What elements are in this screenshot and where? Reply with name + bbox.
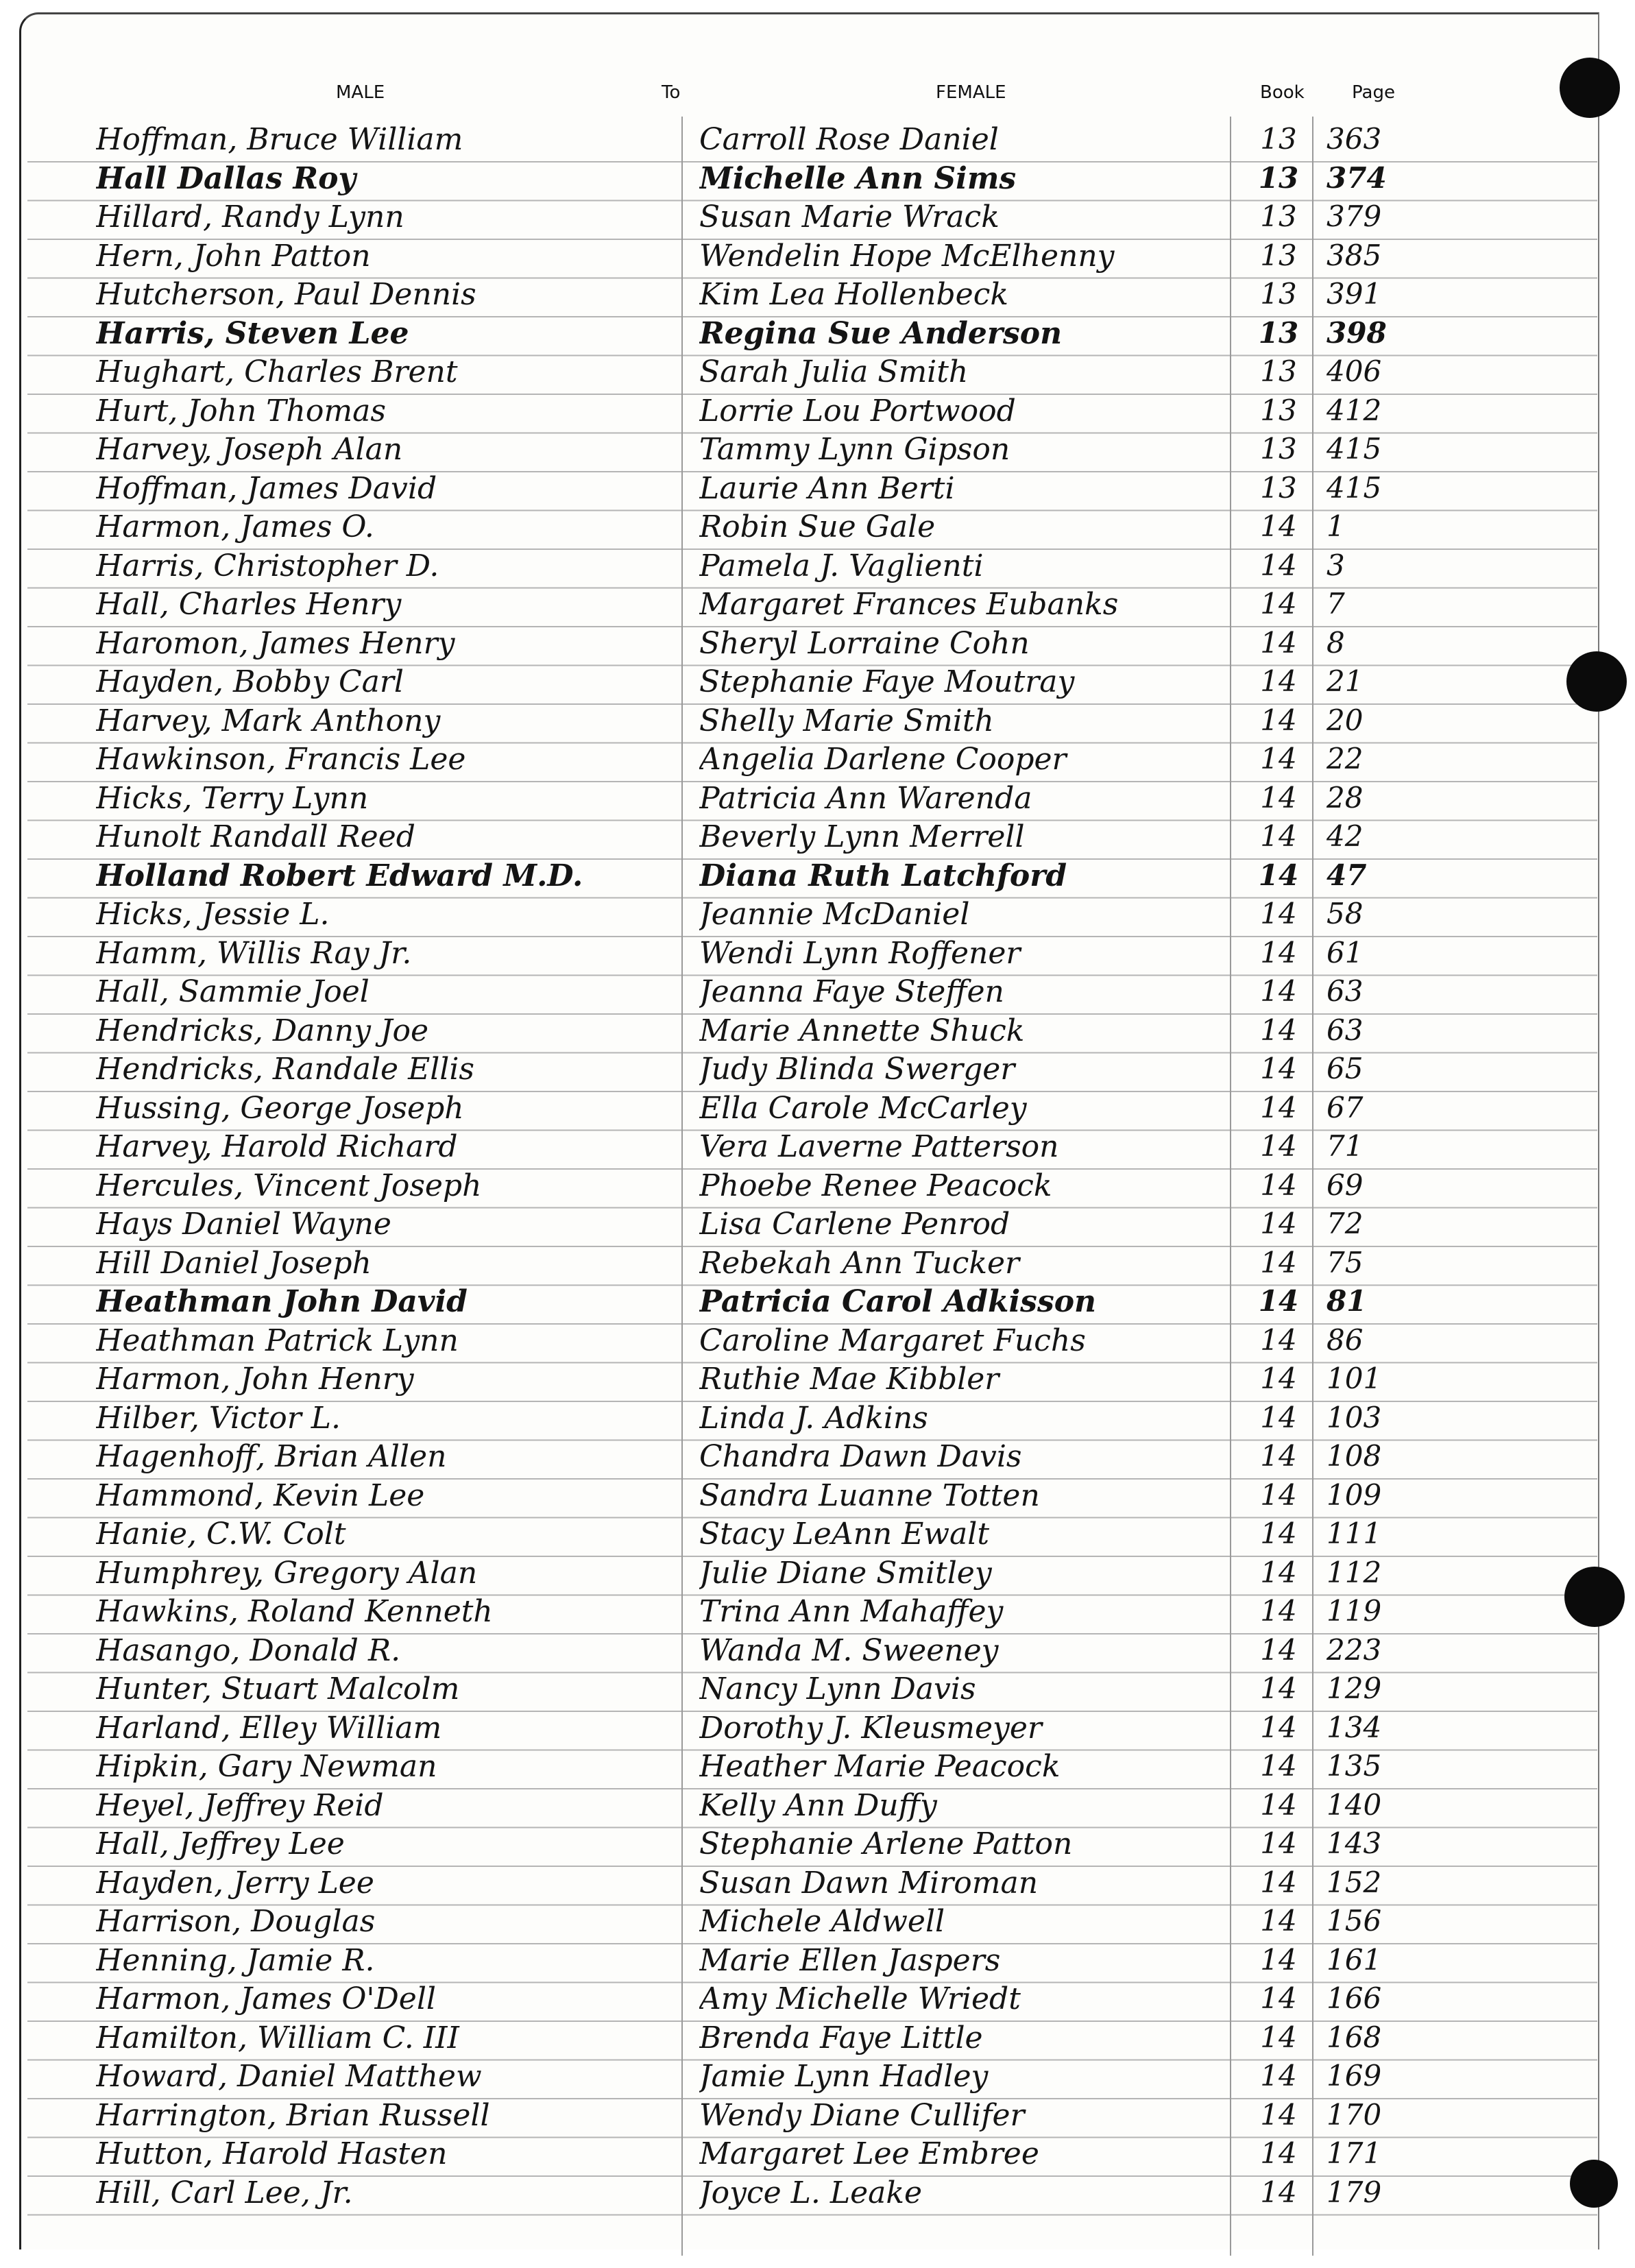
book-number: 14 bbox=[1260, 2136, 1297, 2170]
book-number: 13 bbox=[1260, 470, 1297, 505]
male-name: Hendricks, Danny Joe bbox=[96, 1013, 429, 1048]
table-row bbox=[0, 1401, 1635, 1439]
table-row bbox=[0, 1478, 1635, 1517]
header-page: Page bbox=[1352, 82, 1395, 103]
page-number: 143 bbox=[1327, 1826, 1382, 1860]
page-number: 179 bbox=[1327, 2175, 1382, 2209]
male-name: Hipkin, Gary Newman bbox=[96, 1749, 437, 1784]
table-row bbox=[0, 2098, 1635, 2136]
male-name: Hall, Jeffrey Lee bbox=[96, 1826, 345, 1861]
male-name: Hall, Sammie Joel bbox=[96, 974, 370, 1009]
female-name: Wendi Lynn Roffener bbox=[699, 935, 1021, 971]
table-row bbox=[0, 781, 1635, 819]
male-name: Hayden, Bobby Carl bbox=[96, 664, 404, 699]
male-name: Heyel, Jeffrey Reid bbox=[96, 1787, 384, 1823]
male-name: Harris, Steven Lee bbox=[96, 315, 409, 351]
female-name: Marie Annette Shuck bbox=[699, 1013, 1025, 1048]
page-number: 108 bbox=[1327, 1439, 1382, 1473]
female-name: Vera Laverne Patterson bbox=[699, 1129, 1059, 1164]
page-number: 412 bbox=[1327, 393, 1382, 427]
female-name: Beverly Lynn Merrell bbox=[699, 819, 1025, 854]
binder-hole-middle bbox=[1566, 651, 1627, 712]
table-row bbox=[0, 394, 1635, 432]
table-row bbox=[0, 1556, 1635, 1594]
book-number: 13 bbox=[1260, 393, 1297, 427]
female-name: Wendy Diane Cullifer bbox=[699, 2097, 1025, 2133]
male-name: Hutcherson, Paul Dennis bbox=[96, 277, 476, 312]
female-name: Brenda Faye Little bbox=[699, 2020, 983, 2055]
table-row bbox=[0, 1788, 1635, 1826]
book-number: 13 bbox=[1260, 122, 1297, 156]
male-name: Hayden, Jerry Lee bbox=[96, 1865, 374, 1901]
book-number: 14 bbox=[1260, 1826, 1297, 1860]
male-name: Hurt, John Thomas bbox=[96, 393, 386, 429]
female-name: Regina Sue Anderson bbox=[699, 315, 1063, 351]
male-name: Harmon, James O. bbox=[96, 509, 374, 544]
table-row bbox=[0, 1904, 1635, 1942]
book-number: 14 bbox=[1260, 2059, 1297, 2092]
male-name: Harland, Elley William bbox=[96, 1710, 442, 1746]
female-name: Julie Diane Smitley bbox=[699, 1555, 992, 1591]
male-name: Hilber, Victor L. bbox=[96, 1400, 341, 1436]
book-number: 14 bbox=[1260, 548, 1297, 582]
page-number: 385 bbox=[1327, 238, 1382, 272]
book-number: 14 bbox=[1260, 1787, 1297, 1822]
page-number: 75 bbox=[1327, 1245, 1364, 1279]
male-name: Holland Robert Edward M.D. bbox=[96, 858, 583, 893]
female-name: Marie Ellen Jaspers bbox=[699, 1942, 1001, 1978]
page-number: 156 bbox=[1327, 1904, 1382, 1938]
page-number: 111 bbox=[1327, 1517, 1382, 1550]
page-number: 406 bbox=[1327, 354, 1382, 388]
table-row bbox=[0, 1052, 1635, 1090]
book-number: 14 bbox=[1260, 1323, 1297, 1357]
table-row bbox=[0, 1129, 1635, 1168]
page-number: 72 bbox=[1327, 1207, 1364, 1240]
female-name: Ella Carole McCarley bbox=[699, 1090, 1027, 1126]
male-name: Hussing, George Joseph bbox=[96, 1090, 464, 1126]
male-name: Hicks, Terry Lynn bbox=[96, 780, 369, 816]
page-number: 161 bbox=[1327, 1942, 1382, 1977]
table-row bbox=[0, 1439, 1635, 1477]
book-number: 14 bbox=[1260, 1400, 1297, 1434]
female-name: Caroline Margaret Fuchs bbox=[699, 1323, 1086, 1358]
page-number: 22 bbox=[1327, 742, 1364, 775]
book-number: 14 bbox=[1260, 1207, 1297, 1240]
header-male: MALE bbox=[336, 82, 385, 103]
page-number: 63 bbox=[1327, 974, 1364, 1008]
male-name: Henning, Jamie R. bbox=[96, 1942, 375, 1978]
male-name: Harmon, James O'Dell bbox=[96, 1981, 436, 2016]
male-name: Hammond, Kevin Lee bbox=[96, 1477, 425, 1513]
book-number: 13 bbox=[1260, 277, 1297, 311]
female-name: Susan Marie Wrack bbox=[699, 200, 1000, 234]
table-row bbox=[0, 200, 1635, 238]
male-name: Hasango, Donald R. bbox=[96, 1632, 401, 1668]
page-number: 103 bbox=[1327, 1400, 1382, 1434]
page-number: 223 bbox=[1327, 1632, 1382, 1667]
book-number: 14 bbox=[1258, 1284, 1299, 1318]
male-name: Hoffman, Bruce William bbox=[96, 122, 463, 157]
page-number: 398 bbox=[1327, 315, 1387, 350]
female-name: Michele Aldwell bbox=[699, 1904, 945, 1939]
table-row bbox=[0, 1826, 1635, 1865]
book-number: 14 bbox=[1260, 1245, 1297, 1279]
book-number: 14 bbox=[1260, 819, 1297, 853]
page-number: 58 bbox=[1327, 897, 1364, 930]
female-name: Jeannie McDaniel bbox=[699, 897, 970, 932]
male-name: Hall Dallas Roy bbox=[96, 160, 356, 196]
book-number: 14 bbox=[1260, 1129, 1297, 1163]
table-row bbox=[0, 1943, 1635, 1981]
column-header bbox=[0, 75, 1635, 117]
female-name: Ruthie Mae Kibbler bbox=[699, 1362, 1000, 1397]
female-name: Michelle Ann Sims bbox=[699, 160, 1017, 196]
female-name: Pamela J. Vaglienti bbox=[699, 548, 984, 583]
female-name: Kelly Ann Duffy bbox=[699, 1787, 937, 1823]
book-number: 14 bbox=[1260, 1749, 1297, 1783]
male-name: Hays Daniel Wayne bbox=[96, 1207, 391, 1242]
table-row bbox=[0, 742, 1635, 780]
table-row bbox=[0, 432, 1635, 470]
male-name: Harvey, Joseph Alan bbox=[96, 432, 403, 467]
table-row bbox=[0, 819, 1635, 858]
table-row bbox=[0, 626, 1635, 664]
male-name: Harvey, Mark Anthony bbox=[96, 703, 441, 738]
book-number: 13 bbox=[1260, 200, 1297, 233]
male-name: Harris, Christopher D. bbox=[96, 548, 439, 583]
female-name: Margaret Lee Embree bbox=[699, 2136, 1039, 2171]
book-number: 13 bbox=[1260, 354, 1297, 388]
book-number: 14 bbox=[1258, 858, 1299, 892]
book-number: 14 bbox=[1260, 625, 1297, 660]
male-name: Haromon, James Henry bbox=[96, 625, 455, 661]
female-name: Linda J. Adkins bbox=[699, 1400, 928, 1436]
female-name: Joyce L. Leake bbox=[699, 2175, 923, 2210]
page-number: 171 bbox=[1327, 2136, 1382, 2170]
book-number: 14 bbox=[1260, 1632, 1297, 1667]
table-row bbox=[0, 277, 1635, 315]
book-number: 14 bbox=[1260, 935, 1297, 969]
page-number: 112 bbox=[1327, 1555, 1382, 1589]
table-row bbox=[0, 2136, 1635, 2175]
female-name: Shelly Marie Smith bbox=[699, 703, 994, 738]
table-row bbox=[0, 509, 1635, 548]
page-number: 134 bbox=[1327, 1710, 1382, 1744]
female-name: Wendelin Hope McElhenny bbox=[699, 238, 1115, 274]
female-name: Laurie Ann Berti bbox=[699, 470, 955, 506]
male-name: Heathman Patrick Lynn bbox=[96, 1323, 459, 1358]
page-number: 140 bbox=[1327, 1787, 1382, 1822]
male-name: Hern, John Patton bbox=[96, 238, 371, 274]
male-name: Hercules, Vincent Joseph bbox=[96, 1168, 482, 1203]
book-number: 14 bbox=[1260, 1168, 1297, 1202]
table-row bbox=[0, 2020, 1635, 2059]
page-number: 7 bbox=[1327, 587, 1345, 620]
female-name: Wanda M. Sweeney bbox=[699, 1632, 999, 1668]
page-number: 391 bbox=[1327, 277, 1382, 311]
page-number: 101 bbox=[1327, 1362, 1382, 1395]
male-name: Hill Daniel Joseph bbox=[96, 1245, 372, 1281]
female-name: Lorrie Lou Portwood bbox=[699, 393, 1016, 429]
table-row bbox=[0, 548, 1635, 587]
female-name: Jeanna Faye Steffen bbox=[699, 974, 1004, 1009]
female-name: Carroll Rose Daniel bbox=[699, 122, 999, 157]
male-name: Howard, Daniel Matthew bbox=[96, 2059, 482, 2094]
table-row bbox=[0, 936, 1635, 974]
male-name: Hill, Carl Lee, Jr. bbox=[96, 2175, 353, 2210]
page-number: 170 bbox=[1327, 2097, 1382, 2132]
book-number: 14 bbox=[1260, 1362, 1297, 1395]
book-number: 14 bbox=[1260, 2175, 1297, 2209]
male-name: Harvey, Harold Richard bbox=[96, 1129, 458, 1164]
table-row bbox=[0, 1633, 1635, 1672]
book-number: 13 bbox=[1260, 432, 1297, 466]
female-name: Stephanie Faye Moutray bbox=[699, 664, 1075, 699]
page-number: 69 bbox=[1327, 1168, 1364, 1202]
page-number: 8 bbox=[1327, 625, 1345, 660]
book-number: 14 bbox=[1260, 1555, 1297, 1589]
male-name: Humphrey, Gregory Alan bbox=[96, 1555, 478, 1591]
book-number: 14 bbox=[1260, 1904, 1297, 1938]
table-row bbox=[0, 703, 1635, 742]
page-number: 63 bbox=[1327, 1013, 1364, 1047]
book-number: 14 bbox=[1260, 509, 1297, 543]
page-number: 152 bbox=[1327, 1865, 1382, 1899]
page-number: 129 bbox=[1327, 1672, 1382, 1705]
page-number: 168 bbox=[1327, 2020, 1382, 2054]
female-name: Judy Blinda Swerger bbox=[699, 1052, 1015, 1087]
male-name: Hughart, Charles Brent bbox=[96, 354, 458, 389]
binder-hole-top bbox=[1560, 58, 1620, 118]
male-name: Hawkins, Roland Kenneth bbox=[96, 1594, 493, 1629]
male-name: Hagenhoff, Brian Allen bbox=[96, 1439, 447, 1474]
table-row bbox=[0, 316, 1635, 354]
female-name: Tammy Lynn Gipson bbox=[699, 432, 1010, 467]
female-name: Trina Ann Mahaffey bbox=[699, 1594, 1004, 1629]
book-number: 14 bbox=[1260, 897, 1297, 930]
male-name: Hutton, Harold Hasten bbox=[96, 2136, 448, 2171]
page-number: 47 bbox=[1327, 858, 1367, 892]
table-row bbox=[0, 974, 1635, 1013]
table-row bbox=[0, 897, 1635, 935]
page-number: 1 bbox=[1327, 509, 1345, 543]
male-name: Hamm, Willis Ray Jr. bbox=[96, 935, 412, 971]
female-name: Angelia Darlene Cooper bbox=[699, 742, 1067, 777]
book-number: 14 bbox=[1260, 1981, 1297, 2015]
page-number: 67 bbox=[1327, 1090, 1364, 1124]
table-row bbox=[0, 354, 1635, 393]
male-name: Hunolt Randall Reed bbox=[96, 819, 415, 854]
page-number: 363 bbox=[1327, 122, 1382, 156]
book-number: 14 bbox=[1260, 1013, 1297, 1047]
page-number: 415 bbox=[1327, 470, 1382, 505]
page-number: 3 bbox=[1327, 548, 1345, 582]
female-name: Nancy Lynn Davis bbox=[699, 1672, 976, 1706]
book-number: 13 bbox=[1258, 315, 1299, 350]
female-name: Patricia Ann Warenda bbox=[699, 780, 1032, 816]
page-number: 81 bbox=[1327, 1284, 1367, 1318]
table-row bbox=[0, 2059, 1635, 2097]
table-row bbox=[0, 1517, 1635, 1555]
book-number: 14 bbox=[1260, 742, 1297, 775]
page-number: 61 bbox=[1327, 935, 1364, 969]
table-row bbox=[0, 1323, 1635, 1362]
female-name: Susan Dawn Miroman bbox=[699, 1865, 1039, 1901]
page-number: 20 bbox=[1327, 703, 1364, 737]
book-number: 14 bbox=[1260, 974, 1297, 1008]
book-number: 13 bbox=[1260, 238, 1297, 272]
book-number: 14 bbox=[1260, 1477, 1297, 1512]
male-name: Hicks, Jessie L. bbox=[96, 897, 330, 932]
page-number: 374 bbox=[1327, 160, 1387, 195]
female-name: Patricia Carol Adkisson bbox=[699, 1284, 1097, 1319]
male-name: Hamilton, William C. III bbox=[96, 2020, 459, 2055]
table-row bbox=[0, 239, 1635, 277]
female-name: Amy Michelle Wriedt bbox=[699, 1981, 1021, 2016]
male-name: Harmon, John Henry bbox=[96, 1362, 414, 1397]
female-name: Rebekah Ann Tucker bbox=[699, 1245, 1020, 1281]
page-number: 135 bbox=[1327, 1749, 1382, 1783]
table-row bbox=[0, 1594, 1635, 1632]
table-row bbox=[0, 1207, 1635, 1245]
male-name: Hunter, Stuart Malcolm bbox=[96, 1672, 460, 1706]
page-number: 65 bbox=[1327, 1052, 1364, 1085]
table-row bbox=[0, 587, 1635, 625]
book-number: 14 bbox=[1260, 1052, 1297, 1085]
table-row bbox=[0, 1013, 1635, 1052]
female-name: Sarah Julia Smith bbox=[699, 354, 969, 389]
header-female: FEMALE bbox=[936, 82, 1006, 103]
page-number: 109 bbox=[1327, 1477, 1382, 1512]
book-number: 14 bbox=[1260, 1865, 1297, 1899]
male-name: Heathman John David bbox=[96, 1284, 468, 1319]
table-row bbox=[0, 858, 1635, 897]
book-number: 14 bbox=[1260, 780, 1297, 815]
binder-hole-lower bbox=[1564, 1567, 1625, 1627]
table-row bbox=[0, 1866, 1635, 1904]
female-name: Robin Sue Gale bbox=[699, 509, 936, 544]
table-row bbox=[0, 1749, 1635, 1787]
header-to: To bbox=[662, 82, 681, 103]
female-name: Sheryl Lorraine Cohn bbox=[699, 625, 1030, 661]
male-name: Hillard, Randy Lynn bbox=[96, 200, 404, 234]
female-name: Jamie Lynn Hadley bbox=[699, 2059, 989, 2094]
male-name: Harrington, Brian Russell bbox=[96, 2097, 490, 2133]
table-row bbox=[0, 1091, 1635, 1129]
male-name: Hawkinson, Francis Lee bbox=[96, 742, 466, 777]
page-number: 119 bbox=[1327, 1594, 1382, 1628]
book-number: 14 bbox=[1260, 1090, 1297, 1124]
table-row bbox=[0, 1284, 1635, 1323]
header-book: Book bbox=[1260, 82, 1305, 103]
book-number: 14 bbox=[1260, 1439, 1297, 1473]
book-number: 14 bbox=[1260, 587, 1297, 620]
page-number: 86 bbox=[1327, 1323, 1364, 1357]
page-number: 21 bbox=[1327, 664, 1364, 698]
page-number: 379 bbox=[1327, 200, 1382, 233]
female-name: Stephanie Arlene Patton bbox=[699, 1826, 1073, 1861]
table-row bbox=[0, 1711, 1635, 1749]
table-row bbox=[0, 1362, 1635, 1400]
table-row bbox=[0, 664, 1635, 703]
page-number: 28 bbox=[1327, 780, 1364, 815]
male-name: Hall, Charles Henry bbox=[96, 587, 402, 622]
book-number: 14 bbox=[1260, 2097, 1297, 2132]
book-number: 14 bbox=[1260, 1672, 1297, 1705]
female-name: Heather Marie Peacock bbox=[699, 1749, 1061, 1784]
book-number: 14 bbox=[1260, 1710, 1297, 1744]
table-row bbox=[0, 1168, 1635, 1207]
female-name: Lisa Carlene Penrod bbox=[699, 1207, 1010, 1242]
male-name: Hendricks, Randale Ellis bbox=[96, 1052, 474, 1087]
table-row bbox=[0, 1672, 1635, 1710]
table-row bbox=[0, 471, 1635, 509]
page-number: 415 bbox=[1327, 432, 1382, 466]
book-number: 14 bbox=[1260, 703, 1297, 737]
book-number: 14 bbox=[1260, 664, 1297, 698]
page-number: 71 bbox=[1327, 1129, 1364, 1163]
table-row bbox=[0, 1981, 1635, 2020]
table-row bbox=[0, 122, 1635, 160]
table-row bbox=[0, 161, 1635, 200]
binder-hole-corner bbox=[1570, 2160, 1618, 2208]
female-name: Stacy LeAnn Ewalt bbox=[699, 1517, 990, 1552]
page-number: 42 bbox=[1327, 819, 1364, 853]
table-row bbox=[0, 1246, 1635, 1284]
male-name: Hoffman, James David bbox=[96, 470, 437, 506]
book-number: 14 bbox=[1260, 1942, 1297, 1977]
male-name: Harrison, Douglas bbox=[96, 1904, 376, 1939]
female-name: Kim Lea Hollenbeck bbox=[699, 277, 1009, 312]
book-number: 14 bbox=[1260, 1517, 1297, 1550]
female-name: Dorothy J. Kleusmeyer bbox=[699, 1710, 1042, 1746]
book-number: 14 bbox=[1260, 1594, 1297, 1628]
female-name: Sandra Luanne Totten bbox=[699, 1477, 1040, 1513]
book-number: 13 bbox=[1258, 160, 1299, 195]
male-name: Hanie, C.W. Colt bbox=[96, 1517, 346, 1552]
table-row bbox=[0, 2175, 1635, 2214]
page-number: 166 bbox=[1327, 1981, 1382, 2015]
female-name: Diana Ruth Latchford bbox=[699, 858, 1067, 893]
page-number: 169 bbox=[1327, 2059, 1382, 2092]
female-name: Phoebe Renee Peacock bbox=[699, 1168, 1052, 1203]
female-name: Margaret Frances Eubanks bbox=[699, 587, 1119, 622]
female-name: Chandra Dawn Davis bbox=[699, 1439, 1022, 1474]
book-number: 14 bbox=[1260, 2020, 1297, 2054]
